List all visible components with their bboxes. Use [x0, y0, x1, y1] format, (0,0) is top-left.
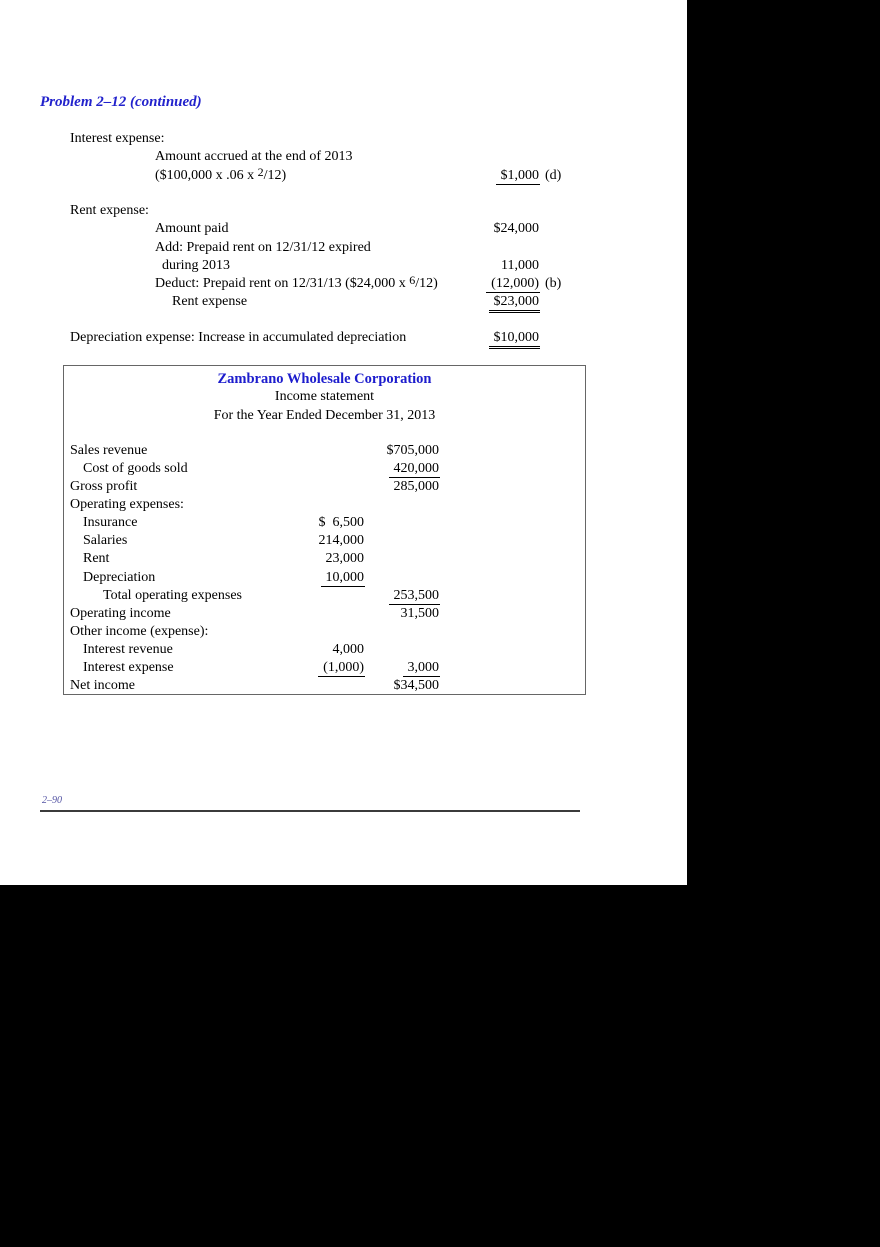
statement-row-salaries: Salaries 214,000 [83, 533, 364, 549]
problem-heading: Problem 2–12 (continued) [40, 94, 202, 110]
rent-expense-section [70, 202, 567, 313]
interest-accrued-row [70, 148, 567, 166]
fraction-numerator: 6 [409, 273, 416, 288]
statement-company-name: Zambrano Wholesale Corporation [217, 371, 432, 387]
interest-calc-row [70, 164, 567, 185]
rent-amount-paid-value: $24,000 [493, 221, 539, 237]
statement-row-operating-expenses-heading: Operating expenses: [70, 497, 184, 513]
statement-period: For the Year Ended December 31, 2013 [213, 407, 436, 423]
statement-row-cogs: Cost of goods sold 420,000 [83, 460, 439, 476]
rent-deduct-value: (12,000) [486, 276, 540, 293]
depreciation-expense-section [70, 329, 567, 349]
interest-calc-label: ($100,000 x .06 x $^2$/12) [155, 164, 287, 183]
statement-row-interest-expense: Interest expense (1,000) 3,000 [83, 660, 439, 676]
rent-add-label: Add: Prepaid rent on 12/31/12 expired [155, 239, 371, 255]
depreciation-value: $10,000 [489, 330, 541, 349]
statement-row-total-operating-expenses: Total operating expenses 253,500 [103, 587, 439, 603]
section-heading-row [70, 130, 567, 148]
rent-during-label: during 2013 [162, 257, 231, 273]
rent-during-value: 11,000 [501, 257, 539, 273]
rent-subtotal-label: Rent expense [172, 294, 248, 310]
interest-value-ref: (d) [545, 167, 562, 183]
statement-row-interest-revenue: Interest revenue 4,000 [83, 641, 364, 657]
rent-add-row [70, 239, 567, 257]
page-number: 2–90 [42, 795, 62, 806]
income-statement-box [63, 365, 586, 695]
statement-row-depreciation: Depreciation 10,000 [83, 569, 364, 585]
footer-rule [40, 810, 580, 812]
interest-expense-section [70, 130, 567, 185]
fraction-numerator: 2 [257, 164, 264, 179]
depreciation-label: Depreciation expense: Increase in accumulated depreciation [70, 330, 407, 345]
statement-row-rent: Rent 23,000 [83, 551, 364, 567]
rent-deduct-row [70, 275, 567, 293]
statement-row-gross-profit: Gross profit 285,000 [70, 479, 439, 495]
interest-expense-value: $1,000 [496, 168, 541, 185]
statement-title: Income statement [274, 389, 375, 405]
statement-row-net-income: Net income $34,500 [64, 677, 585, 695]
rent-during-row [70, 257, 567, 275]
rent-amount-paid-row [70, 220, 567, 238]
statement-row-sales-revenue: Sales revenue $705,000 [70, 442, 439, 458]
rent-expense-heading: Rent expense: [70, 203, 149, 218]
rent-amount-paid-label: Amount paid [155, 221, 229, 237]
statement-row-insurance: Insurance $ 6,500 [83, 515, 364, 531]
depreciation-row [70, 329, 567, 349]
rent-deduct-ref: (b) [545, 276, 562, 292]
rent-deduct-label: Deduct: Prepaid rent on 12/31/13 ($24,000 x $^6$/12) [155, 273, 438, 292]
statement-row-other-income-heading: Other income (expense): [70, 623, 209, 639]
rent-subtotal-row [70, 293, 567, 313]
statement-row-operating-income: Operating income 31,500 [70, 605, 439, 621]
interest-expense-heading: Interest expense: [70, 131, 165, 146]
interest-accrued-label: Amount accrued at the end of 2013 [155, 149, 353, 165]
section-heading-row [70, 202, 567, 220]
income-statement-header [64, 370, 585, 425]
spacer [64, 425, 585, 442]
rent-expense-total: $23,000 [489, 294, 541, 313]
